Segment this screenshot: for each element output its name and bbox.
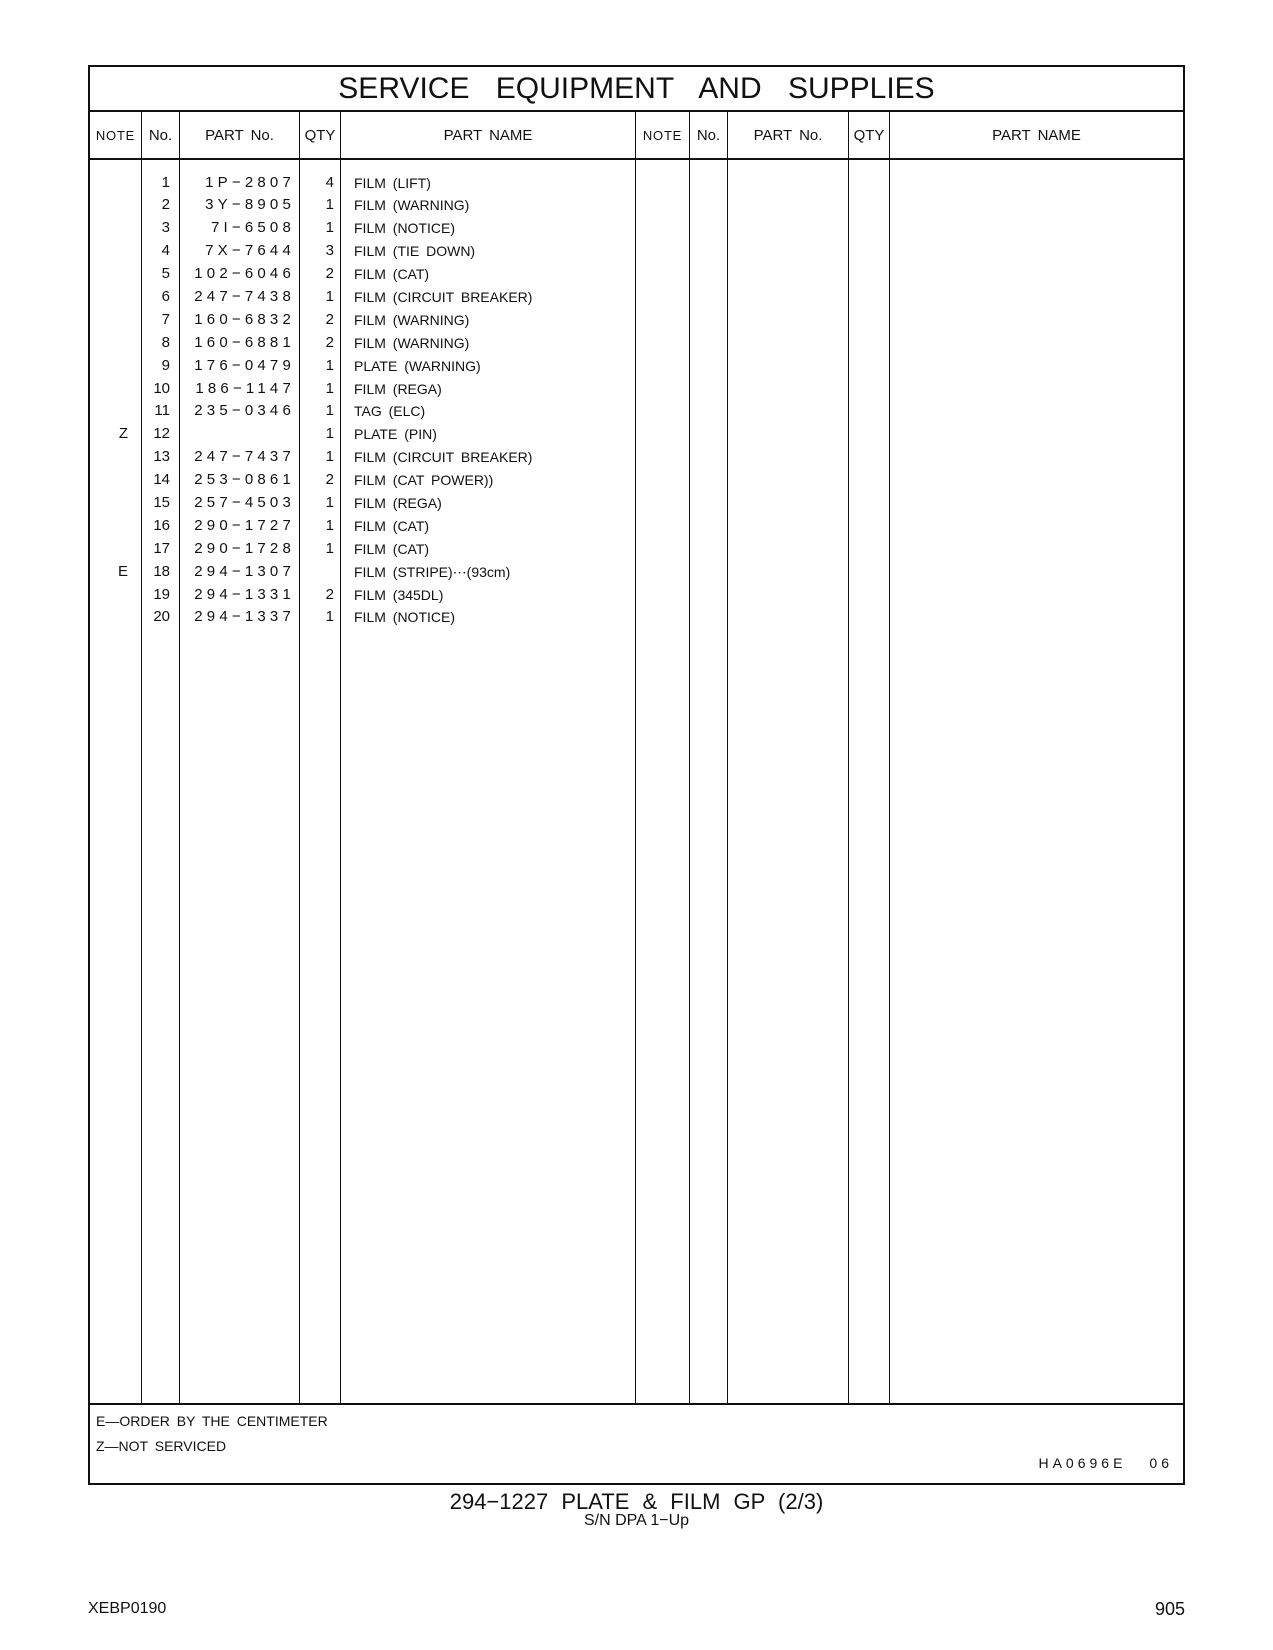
parts-row <box>90 515 636 538</box>
parts-table <box>88 65 1185 1485</box>
parts-row <box>90 286 636 309</box>
qty-cell: 2 <box>325 310 334 328</box>
page-number: 905 <box>1154 1599 1185 1619</box>
parts-row <box>90 240 636 263</box>
part-name-cell: FILM (CAT) <box>354 540 430 557</box>
qty-cell: 1 <box>325 402 334 420</box>
qty-cell: 1 <box>325 356 334 374</box>
revision-code: 06 <box>1149 1455 1173 1471</box>
part-name-cell: FILM (LIFT) <box>354 174 431 191</box>
no-cell: 2 <box>161 196 170 214</box>
parts-row <box>90 332 636 355</box>
part-no-cell: 160−6832 <box>194 310 295 328</box>
parts-row <box>90 172 636 195</box>
parts-row <box>90 538 636 561</box>
no-cell: 15 <box>153 493 170 511</box>
column-header-note: NOTE <box>90 112 142 158</box>
qty-cell: 1 <box>325 448 334 466</box>
part-no-cell <box>180 423 300 446</box>
qty-cell: 1 <box>325 425 334 443</box>
parts-row <box>90 217 636 240</box>
part-no-cell: 247−7437 <box>194 448 295 466</box>
part-no-cell: 102−6046 <box>194 265 295 283</box>
column-header-row <box>90 112 1183 160</box>
part-name-cell: FILM (REGA) <box>354 494 442 511</box>
no-cell: 8 <box>161 333 170 351</box>
part-no-cell: 7I−6508 <box>210 219 295 237</box>
parts-row <box>90 606 636 629</box>
part-no-cell: 176−0479 <box>194 356 295 374</box>
note-cell <box>90 400 142 423</box>
no-cell: 20 <box>153 608 170 626</box>
parts-row <box>90 400 636 423</box>
note-cell <box>90 584 142 607</box>
part-name-cell: FILM (CAT) <box>354 266 430 283</box>
note-cell <box>90 172 142 195</box>
qty-cell: 1 <box>325 196 334 214</box>
footnote-order-by-centimeter: E—ORDER BY THE CENTIMETER <box>96 1413 328 1429</box>
qty-cell: 2 <box>325 333 334 351</box>
table-column <box>690 160 728 1403</box>
no-cell: 3 <box>161 219 170 237</box>
column-header-no: No. <box>690 112 728 158</box>
column-header-part-no: PART No. <box>728 112 849 158</box>
part-name-cell: TAG (ELC) <box>354 403 426 420</box>
no-cell: 16 <box>153 516 170 534</box>
table-column <box>728 160 849 1403</box>
no-cell: 17 <box>153 539 170 557</box>
note-cell <box>90 492 142 515</box>
note-cell <box>90 240 142 263</box>
note-cell <box>90 538 142 561</box>
note-cell <box>90 194 142 217</box>
column-header-no: No. <box>142 112 180 158</box>
part-name-cell: FILM (CIRCUIT BREAKER) <box>354 288 533 305</box>
part-name-cell: FILM (WARNING) <box>354 197 470 214</box>
table-footer <box>90 1405 1183 1483</box>
part-name-cell: FILM (NOTICE) <box>354 609 455 626</box>
illustration-reference <box>1038 1455 1173 1471</box>
part-no-cell: 253−0861 <box>194 471 295 489</box>
no-cell: 19 <box>153 585 170 603</box>
qty-cell: 4 <box>325 173 334 191</box>
illustration-code: HA0696E <box>1038 1455 1127 1471</box>
note-cell <box>90 355 142 378</box>
no-cell: 7 <box>161 310 170 328</box>
table-column <box>849 160 890 1403</box>
part-no-cell: 294−1337 <box>194 608 295 626</box>
part-name-cell: FILM (NOTICE) <box>354 220 455 237</box>
qty-cell: 1 <box>325 379 334 397</box>
qty-cell: 1 <box>325 219 334 237</box>
note-cell <box>90 606 142 629</box>
part-name-cell: FILM (STRIPE)⋯(93cm) <box>354 563 511 580</box>
note-cell <box>90 309 142 332</box>
note-cell <box>90 332 142 355</box>
no-cell: 12 <box>153 425 170 443</box>
part-name-cell: FILM (CAT) <box>354 517 430 534</box>
part-no-cell: 294−1331 <box>194 585 295 603</box>
table-column <box>636 160 690 1403</box>
column-header-part-name: PART NAME <box>992 126 1081 144</box>
parts-row <box>90 309 636 332</box>
part-no-cell: 290−1727 <box>194 516 295 534</box>
no-cell: 9 <box>161 356 170 374</box>
serial-range: S/N DPA 1−Up <box>583 1512 690 1529</box>
column-header-part-name: PART NAME <box>341 112 636 158</box>
no-cell: 6 <box>161 287 170 305</box>
table-title-row <box>90 67 1183 112</box>
column-header-note: NOTE <box>636 112 690 158</box>
qty-cell: 3 <box>325 242 334 260</box>
part-no-cell: 186−1147 <box>195 379 295 397</box>
part-no-cell: 247−7438 <box>194 287 295 305</box>
part-name-cell: PLATE (WARNING) <box>354 357 481 374</box>
parts-row <box>90 423 636 446</box>
parts-list-body <box>90 160 1183 1405</box>
qty-cell: 1 <box>325 287 334 305</box>
qty-cell <box>300 561 341 584</box>
note-cell <box>90 515 142 538</box>
parts-row <box>90 561 636 584</box>
note-cell <box>90 378 142 401</box>
part-no-cell: 1P−2807 <box>205 173 295 191</box>
parts-row <box>90 355 636 378</box>
part-no-cell: 3Y−8905 <box>205 196 295 214</box>
part-name-cell: FILM (345DL) <box>354 586 444 603</box>
part-name-cell: FILM (CIRCUIT BREAKER) <box>354 449 533 466</box>
qty-cell: 2 <box>325 471 334 489</box>
note-cell <box>90 286 142 309</box>
column-header-qty: QTY <box>849 112 890 158</box>
parts-rows <box>90 172 636 630</box>
part-name-cell: FILM (TIE DOWN) <box>354 243 476 260</box>
part-no-cell: 294−1307 <box>194 562 295 580</box>
table-title: SERVICE EQUIPMENT AND SUPPLIES <box>338 71 935 105</box>
part-no-cell: 257−4503 <box>194 493 295 511</box>
no-cell: 14 <box>153 471 170 489</box>
part-no-cell: 290−1728 <box>194 539 295 557</box>
no-cell: 13 <box>153 448 170 466</box>
note-cell <box>90 469 142 492</box>
column-header-qty: QTY <box>300 112 341 158</box>
part-no-cell: 160−6881 <box>194 333 295 351</box>
parts-row <box>90 194 636 217</box>
note-cell <box>90 217 142 240</box>
table-column <box>890 160 1183 1403</box>
no-cell: 18 <box>153 562 170 580</box>
no-cell: 1 <box>161 173 170 191</box>
no-cell: 4 <box>161 242 170 260</box>
part-name-cell: FILM (WARNING) <box>354 311 470 328</box>
note-cell: E <box>117 562 128 580</box>
part-no-cell: 7X−7644 <box>205 242 295 260</box>
qty-cell: 1 <box>325 516 334 534</box>
note-cell <box>90 446 142 469</box>
note-cell: Z <box>118 425 128 443</box>
qty-cell: 1 <box>325 493 334 511</box>
part-name-cell: PLATE (PIN) <box>354 426 437 443</box>
parts-row <box>90 469 636 492</box>
parts-row <box>90 378 636 401</box>
qty-cell: 2 <box>325 585 334 603</box>
part-name-cell: FILM (WARNING) <box>354 334 470 351</box>
parts-row <box>90 446 636 469</box>
group-title: 294−1227 PLATE & FILM GP (2/3) <box>449 1489 824 1514</box>
part-name-cell: FILM (REGA) <box>354 380 442 397</box>
footnote-not-serviced: Z—NOT SERVICED <box>96 1438 227 1454</box>
qty-cell: 1 <box>325 539 334 557</box>
column-header-part-no: PART No. <box>180 112 300 158</box>
no-cell: 10 <box>153 379 170 397</box>
parts-row <box>90 584 636 607</box>
part-no-cell: 235−0346 <box>194 402 295 420</box>
qty-cell: 1 <box>325 608 334 626</box>
no-cell: 5 <box>161 265 170 283</box>
parts-row <box>90 263 636 286</box>
publication-number: XEBP0190 <box>88 1600 167 1617</box>
part-name-cell: FILM (CAT POWER)) <box>354 472 494 489</box>
parts-row <box>90 492 636 515</box>
note-cell <box>90 263 142 286</box>
no-cell: 11 <box>154 402 170 420</box>
qty-cell: 2 <box>325 265 334 283</box>
